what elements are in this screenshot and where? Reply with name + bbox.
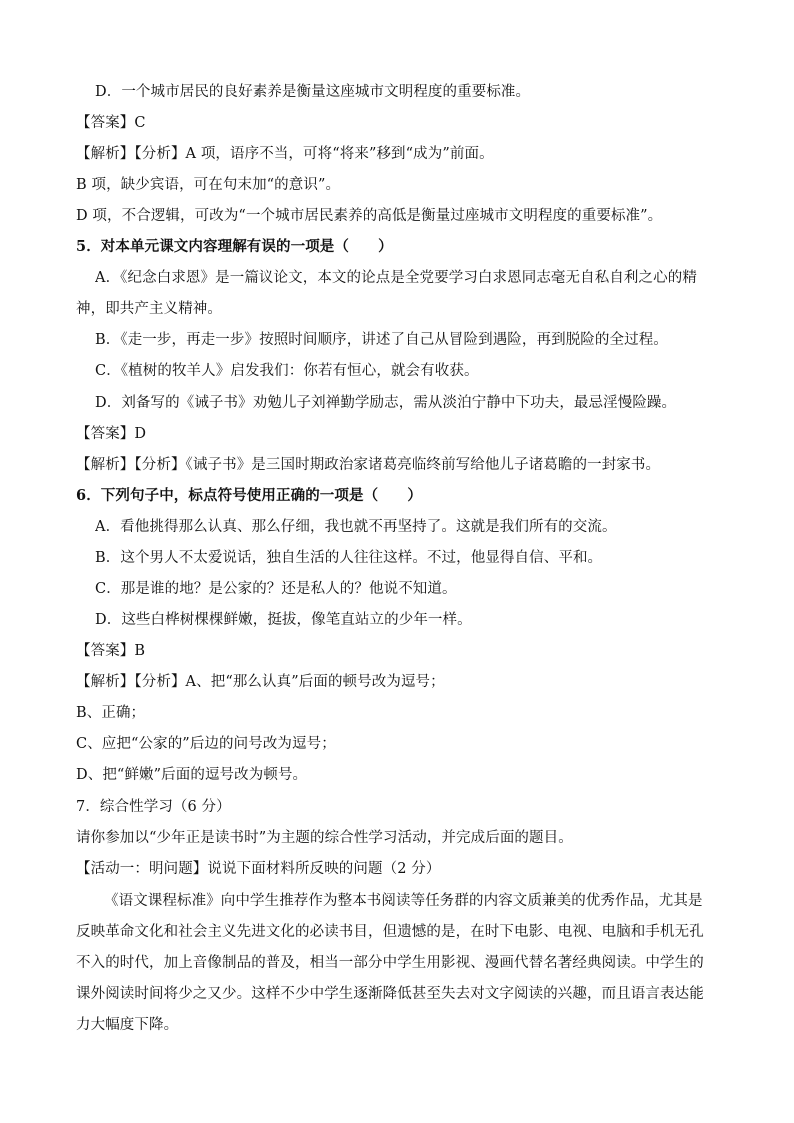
question-7-instruction: 请你参加以“少年正是读书时”为主题的综合性学习活动，并完成后面的题目。: [76, 830, 573, 846]
material-paragraph-line: 不入的时代，加上音像制品的普及，相当一部分中学生用影视、漫画代替名著经典阅读。中学生的: [76, 955, 704, 971]
material-paragraph-line: 反映革命文化和社会主义先进文化的必读书目，但遗憾的是，在时下电影、电视、电脑和手机无孔: [76, 924, 704, 940]
option-a-text: A．看他挑得那么认真、那么仔细，我也就不再坚持了。这就是我们所有的交流。: [95, 519, 617, 535]
option-a-text: A．《纪念白求恩》是一篇议论文，本文的论点是全党要学习白求恩同志毫无自私自利之心的精: [95, 270, 697, 286]
analysis-line: 【解析】【分析】《诫子书》是三国时期政治家诸葛亮临终前写给他儿子诸葛瞻的一封家书。: [76, 457, 661, 473]
option-b-text: B．《走一步，再走一步》按照时间顺序，讲述了自己从冒险到遇险，再到脱险的全过程。: [95, 332, 668, 348]
option-d-text: D．一个城市居民的良好素养是衡量这座城市文明程度的重要标准。: [95, 84, 531, 100]
answer-line: 【答案】C: [76, 115, 146, 131]
question-5-title: 5．对本单元课文内容理解有误的一项是（ ）: [76, 238, 393, 255]
question-6-title: 6．下列句子中，标点符号使用正确的一项是（ ）: [76, 487, 422, 504]
material-paragraph-line: 《语文课程标准》向中学生推荐作为整本书阅读等任务群的内容文质兼美的优秀作品，尤其是: [104, 893, 703, 909]
question-7-title: 7．综合性学习（6 分）: [76, 799, 231, 815]
option-c-text: C．《植树的牧羊人》启发我们：你若有恒心，就会有收获。: [95, 363, 479, 379]
material-paragraph-line: 力大幅度下降。: [76, 1017, 179, 1033]
analysis-line: D、把“鲜嫩”后面的逗号改为顿号。: [76, 767, 308, 783]
option-d-text: D．这些白桦树棵棵鲜嫩，挺拔，像笔直站立的少年一样。: [95, 612, 472, 628]
answer-line: 【答案】D: [76, 426, 147, 442]
option-a-continuation: 神，即共产主义精神。: [76, 301, 222, 317]
option-d-text: D．刘备写的《诫子书》劝勉儿子刘禅勤学励志，需从淡泊宁静中下功夫，最忌淫慢险躁。: [95, 395, 677, 411]
material-paragraph-line: 课外阅读时间将少之又少。这样不少中学生逐渐降低甚至失去对文字阅读的兴趣，而且语言表达能: [76, 986, 704, 1002]
analysis-line: D 项，不合逻辑，可改为“一个城市居民素养的高低是衡量过座城市文明程度的重要标准”。: [76, 208, 663, 224]
analysis-line: 【解析】【分析】A、把“那么认真”后面的顿号改为逗号；: [76, 674, 445, 690]
answer-line: 【答案】B: [76, 643, 146, 659]
analysis-line: C、应把“公家的”后边的问号改为逗号；: [76, 736, 336, 752]
option-c-text: C．那是谁的地？是公家的？还是私人的？他说不知道。: [95, 581, 457, 597]
activity-one-heading: 【活动一：明问题】说说下面材料所反映的问题（2 分）: [76, 861, 441, 877]
analysis-line: 【解析】【分析】A 项，语序不当，可将“将来”移到“成为”前面。: [76, 146, 494, 162]
analysis-line: B 项，缺少宾语，可在句末加“的意识”。: [76, 177, 341, 193]
analysis-line: B、正确；: [76, 705, 146, 721]
option-b-text: B．这个男人不太爱说话，独自生活的人往往这样。不过，他显得自信、平和。: [95, 550, 603, 566]
